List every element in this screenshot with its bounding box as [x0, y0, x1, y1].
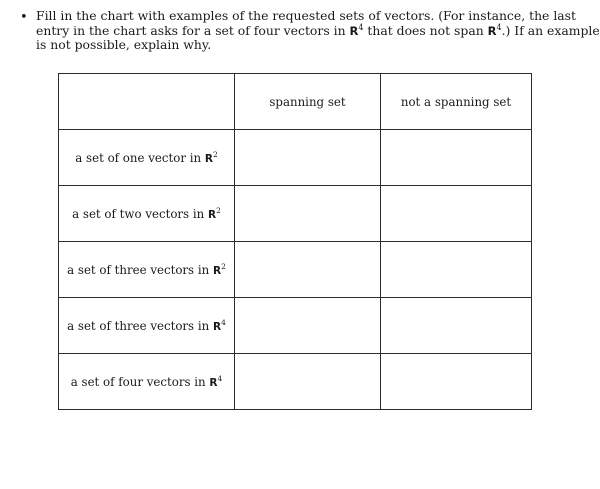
instructions-line-2 [36, 22, 600, 39]
real-space-exponent: 2 [216, 205, 221, 215]
real-space-exponent: 4 [358, 22, 364, 32]
bullet-marker: • [20, 10, 28, 25]
answer-cell-spanning[interactable] [235, 354, 381, 410]
answer-cell-not-spanning[interactable] [381, 186, 532, 242]
real-space-symbol: R [213, 264, 222, 277]
header-cell-spanning-set: spanning set [235, 74, 381, 130]
table-row [59, 298, 532, 354]
table-row [59, 186, 532, 242]
row-label-cell [59, 186, 235, 242]
table-row [59, 354, 532, 410]
answer-cell-spanning[interactable] [235, 186, 381, 242]
instructions-text [36, 8, 600, 53]
row-label-cell [59, 130, 235, 186]
answer-cell-not-spanning[interactable] [381, 130, 532, 186]
real-space-symbol: R [208, 208, 217, 221]
answer-cell-spanning[interactable] [235, 242, 381, 298]
row-label [75, 151, 217, 165]
header-cell-empty [59, 74, 235, 130]
real-space-exponent: 4 [221, 317, 226, 327]
instructions-line-2-part-a: entry in the chart asks for a set of four vectors in [36, 22, 350, 38]
real-space-exponent: 4 [217, 373, 223, 383]
real-space-exponent: 2 [212, 149, 218, 159]
answer-cell-not-spanning[interactable] [381, 354, 532, 410]
row-label-text: a set of one vector in [75, 150, 205, 165]
answer-cell-spanning[interactable] [235, 130, 381, 186]
real-space-symbol: R [204, 152, 213, 165]
row-label-cell [59, 242, 235, 298]
row-label-cell [59, 354, 235, 410]
answer-cell-not-spanning[interactable] [381, 298, 532, 354]
real-space-exponent: 4 [496, 22, 502, 32]
instructions-line-2-part-b: that does not span [363, 22, 488, 38]
row-label-text: a set of three vectors in [67, 318, 213, 333]
table-header-row [59, 74, 532, 130]
row-label-text: a set of two vectors in [72, 206, 208, 221]
table-row [59, 242, 532, 298]
answer-cell-spanning[interactable] [235, 298, 381, 354]
header-cell-not-spanning-set: not a spanning set [381, 74, 532, 130]
row-label [71, 375, 223, 389]
answer-cell-not-spanning[interactable] [381, 242, 532, 298]
table-row [59, 130, 532, 186]
vector-chart-table [58, 73, 532, 410]
real-space-exponent: 2 [221, 261, 226, 271]
real-space-symbol: R [209, 376, 218, 389]
row-label [67, 319, 226, 333]
instructions-line-2-part-c: .) If an example [501, 22, 600, 38]
instructions-line-1: Fill in the chart with examples of the requested sets of vectors. (For instance, the last [36, 8, 577, 23]
row-label-cell [59, 298, 235, 354]
real-space-symbol: R [487, 23, 497, 38]
instructions-line-3: is not possible, explain why. [36, 37, 212, 53]
real-space-symbol: R [213, 320, 222, 333]
row-label-text: a set of four vectors in [70, 374, 210, 389]
real-space-symbol: R [349, 23, 359, 38]
row-label-text: a set of three vectors in [67, 262, 213, 277]
row-label [72, 207, 221, 221]
row-label [67, 263, 226, 277]
